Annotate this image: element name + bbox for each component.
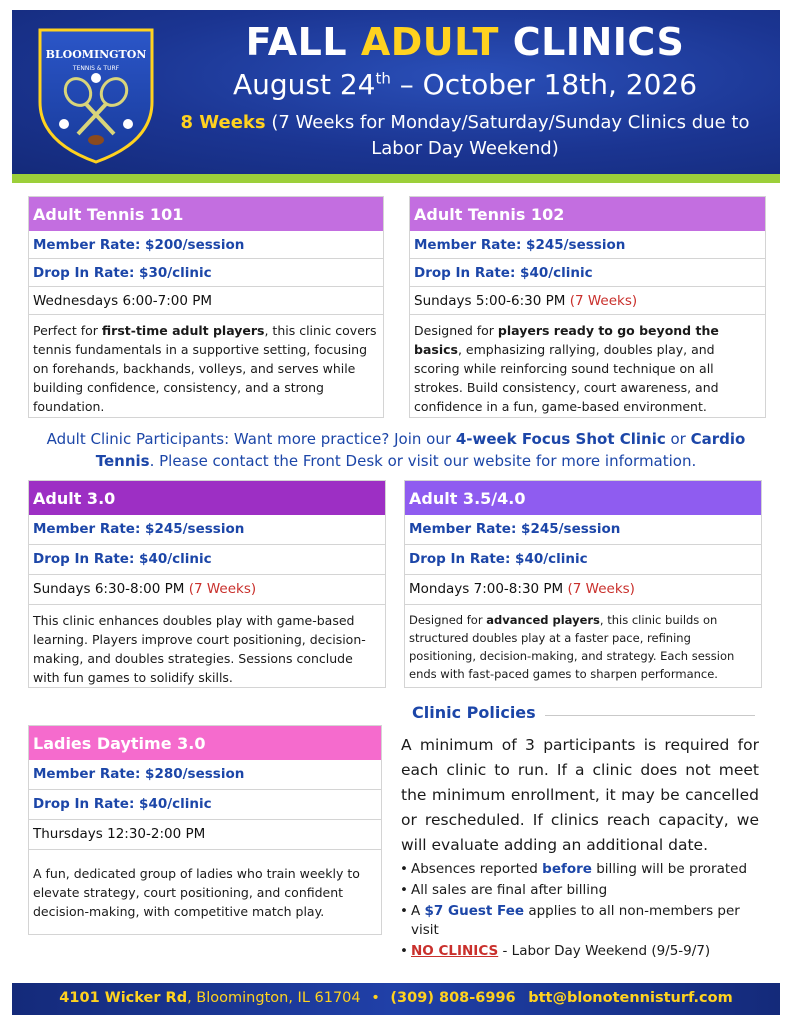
clinic-title: Adult 3.5/4.0 <box>405 481 761 515</box>
member-rate: Member Rate: $245/session <box>405 515 761 545</box>
footer-phone: (309) 808-6996 <box>390 990 516 1006</box>
clinic-description: This clinic enhances doubles play with game-based learning. Players improve court positioning, decision-making, and doubles strategies. Sessions conclude with fun games to solidify skills. <box>33 613 366 685</box>
clinic-title: Ladies Daytime 3.0 <box>29 726 381 760</box>
dropin-rate: Drop In Rate: $40/clinic <box>29 790 381 820</box>
schedule: Thursdays 12:30-2:00 PM <box>29 820 381 850</box>
policies-title: Clinic Policies <box>412 703 536 722</box>
promo-text: Adult Clinic Participants: Want more practice? Join our 4-week Focus Shot Clinic or Cardio Tennis. Please contact the Front Desk or visit our website for more information. <box>46 430 746 470</box>
weeks-note: 8 Weeks (7 Weeks for Monday/Saturday/Sunday Clinics due to Labor Day Weekend) <box>180 112 750 159</box>
policies-text: A minimum of 3 participants is required for each clinic to run. If a clinic does not meet the minimum enrollment, it may be cancelled or rescheduled. If clinics reach capacity, we will evaluate adding an additional date. <box>401 736 759 854</box>
logo-text-bottom: TENNIS & TURF <box>72 65 120 72</box>
footer-address-street: 4101 Wicker Rd <box>59 990 188 1006</box>
clinic-title: Adult Tennis 101 <box>29 197 383 231</box>
list-item: • Absences reported before billing will be prorated <box>400 860 760 879</box>
clinic-description: A fun, dedicated group of ladies who train weekly to elevate strategy, court positioning, and confident decision-making, with competitive match play. <box>33 866 360 919</box>
list-item: • A $7 Guest Fee applies to all non-members per visit <box>400 902 760 940</box>
dropin-rate: Drop In Rate: $40/clinic <box>29 545 385 575</box>
member-rate: Member Rate: $245/session <box>410 231 765 259</box>
dropin-rate: Drop In Rate: $40/clinic <box>405 545 761 575</box>
list-item: • NO CLINICS - Labor Day Weekend (9/5-9/7) <box>400 942 760 961</box>
list-item: • All sales are final after billing <box>400 881 760 900</box>
schedule: Sundays 6:30-8:00 PM (7 Weeks) <box>29 575 385 605</box>
member-rate: Member Rate: $200/session <box>29 231 383 259</box>
footer-separator: • <box>371 990 380 1006</box>
clinic-description: Designed for players ready to go beyond the basics, emphasizing rallying, doubles play, and scoring while reinforcing sound technique on all strokes. Build consistency, court awareness, and confidence in a fun, game-based environment. <box>414 323 719 414</box>
header-green-strip <box>12 174 780 183</box>
clinic-card-adult-35-40 <box>404 480 762 688</box>
clinic-title: Adult 3.0 <box>29 481 385 515</box>
policies-list <box>400 860 760 963</box>
clinic-title: Adult Tennis 102 <box>410 197 765 231</box>
dropin-rate: Drop In Rate: $30/clinic <box>29 259 383 287</box>
member-rate: Member Rate: $245/session <box>29 515 385 545</box>
clinic-card-adult-30 <box>28 480 386 688</box>
clinic-card-tennis-102 <box>409 196 766 418</box>
clinic-description: Designed for advanced players, this clinic builds on structured doubles play at a faster pace, refining positioning, decision-making, and strategy. Each session ends with fast-paced games to sharpen performance. <box>409 613 735 681</box>
policies-divider <box>545 715 755 716</box>
dropin-rate: Drop In Rate: $40/clinic <box>410 259 765 287</box>
schedule: Sundays 5:00-6:30 PM (7 Weeks) <box>410 287 765 315</box>
member-rate: Member Rate: $280/session <box>29 760 381 790</box>
clinic-description: Perfect for first-time adult players, this clinic covers tennis fundamentals in a supportive setting, focusing on forehands, backhands, volleys, and serves while building confidence, consistency, and a strong foundation. <box>33 323 377 414</box>
club-logo-icon <box>36 24 156 166</box>
date-range: August 24th – October 18th, 2026 <box>232 68 698 101</box>
page-title: FALL ADULT CLINICS <box>245 20 685 64</box>
footer-contact-bar <box>12 983 780 1015</box>
footer-email: btt@blonotennisturf.com <box>528 990 733 1006</box>
clinic-card-tennis-101 <box>28 196 384 418</box>
clinic-card-ladies-daytime <box>28 725 382 935</box>
logo-text-top: BLOOMINGTON <box>45 48 147 61</box>
schedule: Mondays 7:00-8:30 PM (7 Weeks) <box>405 575 761 605</box>
schedule: Wednesdays 6:00-7:00 PM <box>29 287 383 315</box>
footer-address-city: , Bloomington, IL 61704 <box>187 990 361 1006</box>
